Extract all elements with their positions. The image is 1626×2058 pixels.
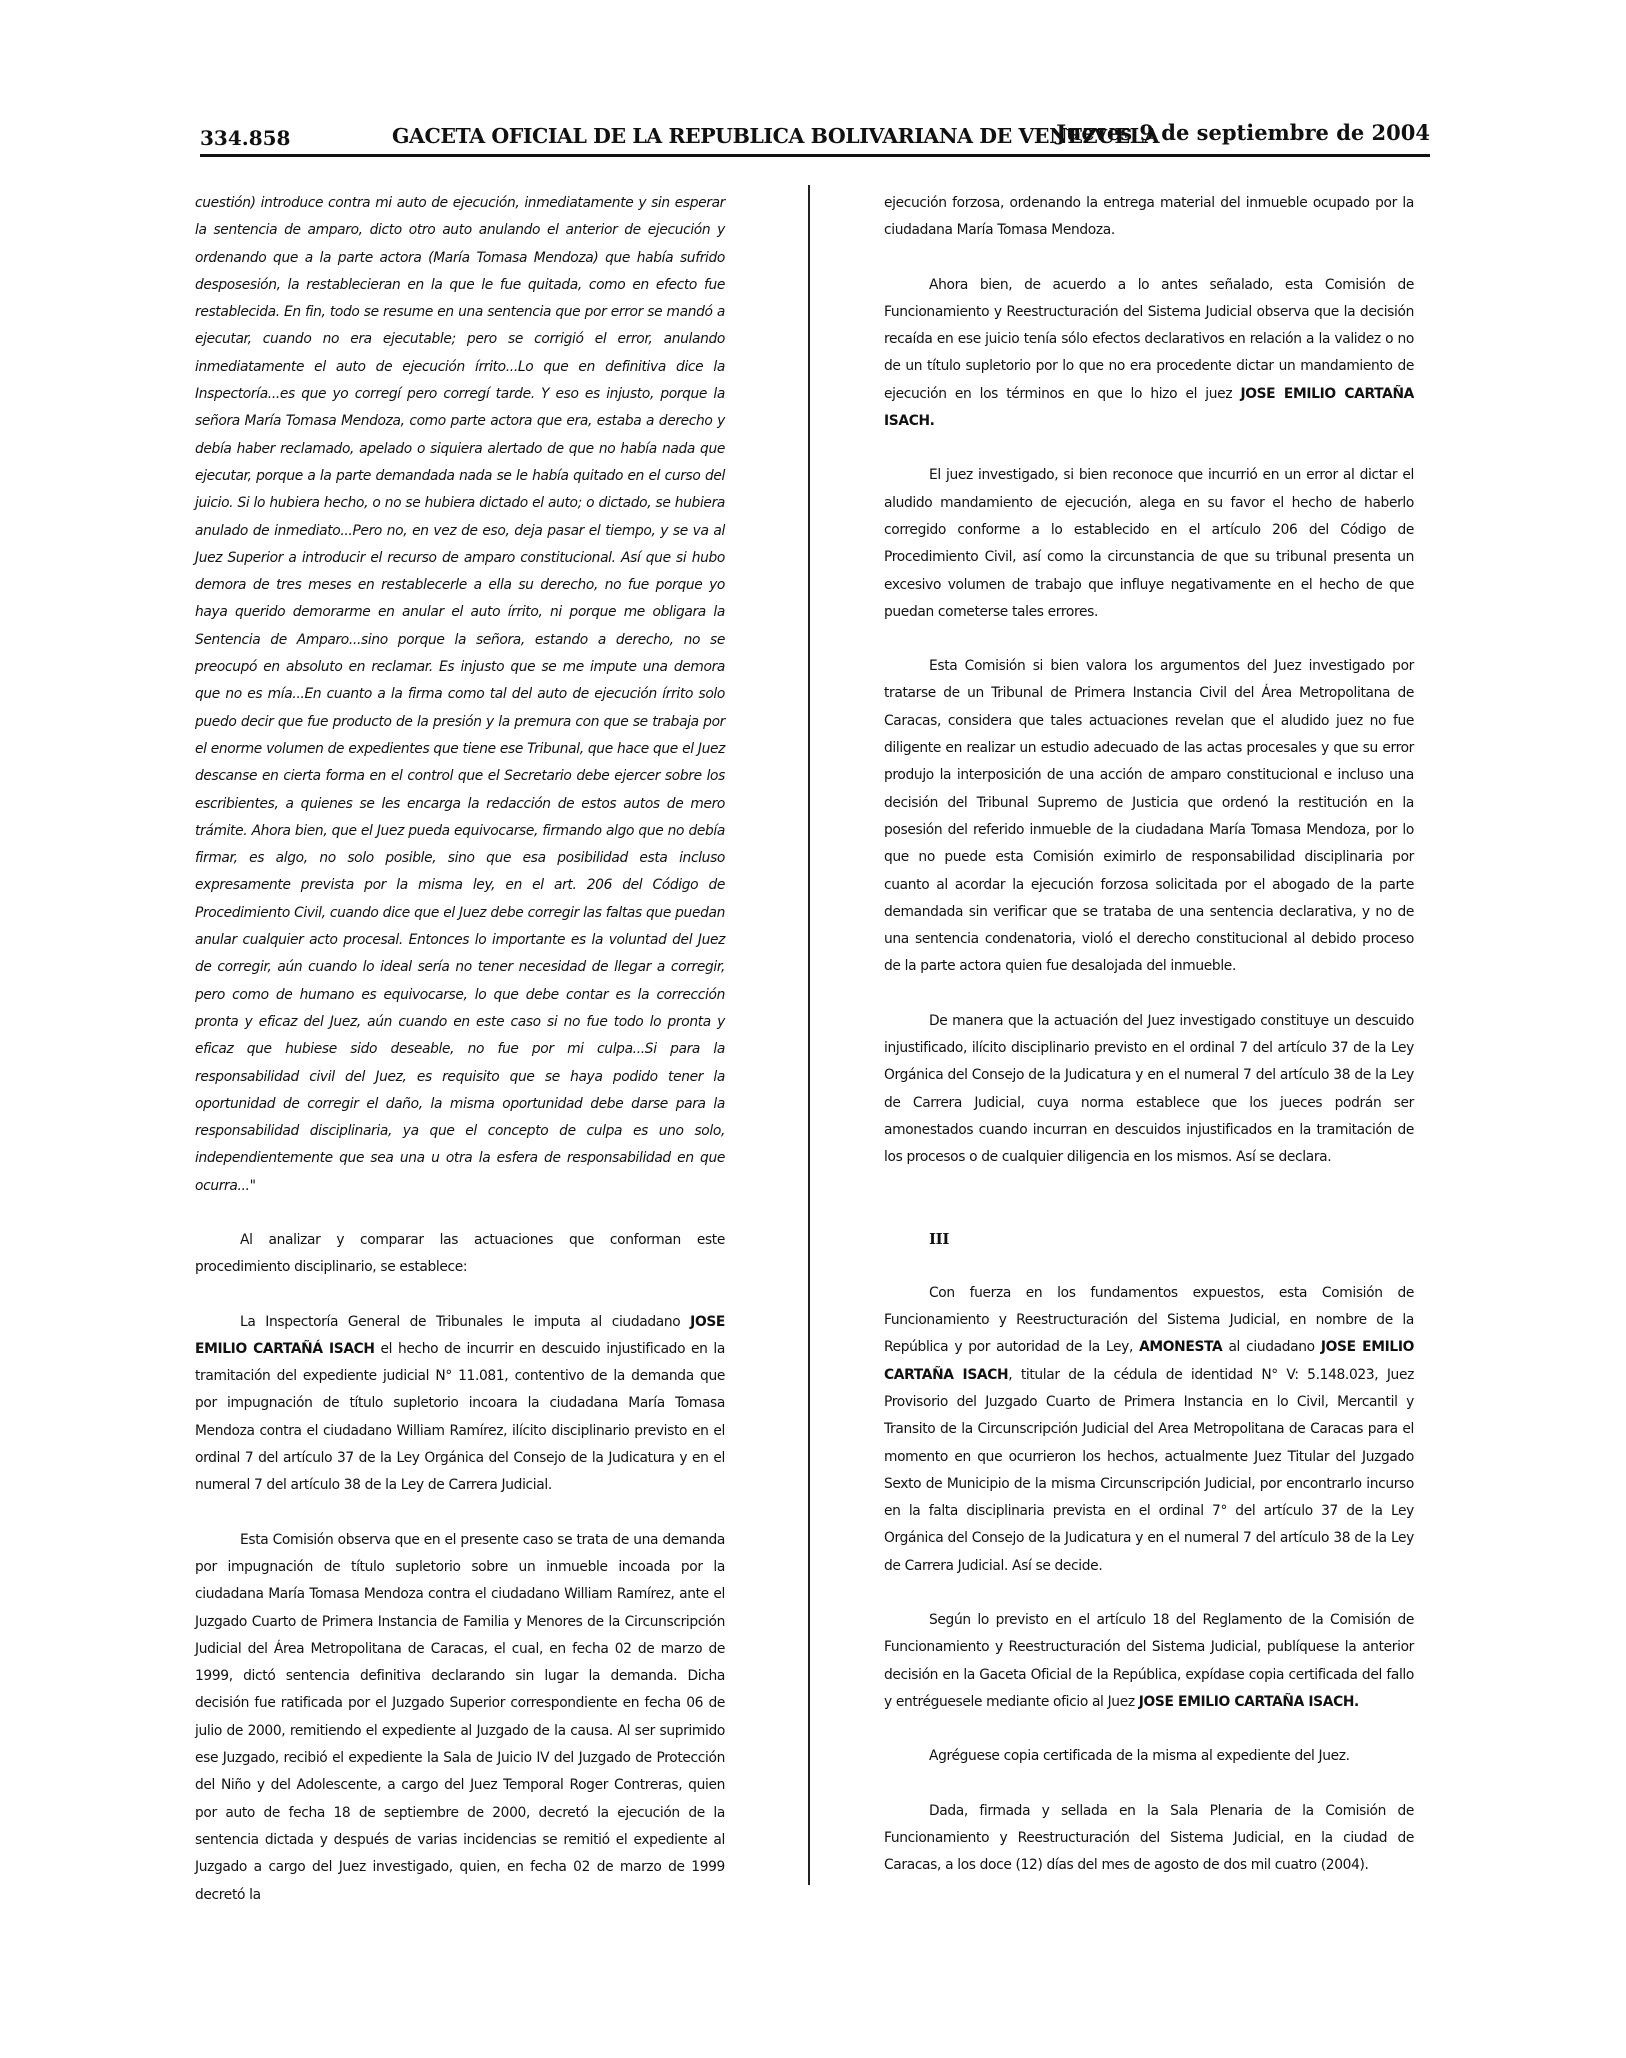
page-number: 334.858 xyxy=(200,126,291,150)
ruling-text-a: Con fuerza en los fundamentos expuestos, esta Comisión de Funcionamiento y Reestructuración del Sistema Judicial, en nombre de la República y por autoridad de la Ley, xyxy=(884,1284,1414,1356)
paragraph-analysis: Al analizar y comparar las actuaciones que conforman este procedimiento disciplinario, se establece: xyxy=(195,1231,725,1276)
publication-title: GACETA OFICIAL DE LA REPUBLICA BOLIVARIANA DE VENEZUELA xyxy=(392,124,1160,148)
paragraph-copy: Agréguese copia certificada de la misma al expediente del Juez. xyxy=(929,1748,1350,1765)
imputation-text-b: el hecho de incurrir en descuido injustificado en la tramitación del expediente judicial N° 11.081, contentivo de la demanda que por impugnación de título supletorio incoara la ciudadana María Tomasa Mendoza contra el ciudadano William Ramírez, ilícito disciplinario previsto en el ordinal 7 del artículo 37 de la Ley Orgánica del Consejo de la Judicatura y en el numeral 7 del artículo 38 de la Ley de Carrera Judicial. xyxy=(195,1340,725,1494)
paragraph-defense: El juez investigado, si bien reconoce que incurrió en un error al dictar el aludido mandamiento de ejecución, alega en su favor el hecho de haberlo corregido conforme a lo establecido en el artículo 206 del Código de Procedimiento Civil, así como la circunstancia de que su tribunal presenta un excesivo volumen de trabajo que influye negativamente en el hecho de que puedan cometerse tales errores. xyxy=(884,467,1414,620)
paragraph-publication xyxy=(884,1607,1414,1716)
judge-name: JOSE EMILIO CARTAÑA ISACH. xyxy=(1138,1693,1359,1710)
judge-name: JOSE EMILIO CARTAÑA ISACH. xyxy=(884,385,1414,430)
paragraph-case-history: Esta Comisión observa que en el presente caso se trata de una demanda por impugnación de título supletorio sobre un inmueble incoada por la ciudadana María Tomasa Mendoza contra el ciudadano William Ramírez, ante el Juzgado Cuarto de Primera Instancia de Familia y Menores de la Circunscripción Judicial del Área Metropolitana de Caracas, el cual, en fecha 02 de marzo de 1999, dictó sentencia definitiva declarando sin lugar la demanda. Dicha decisión fue ratificada por el Juzgado Superior correspondiente en fecha 06 de julio de 2000, remitiendo el expediente al Juzgado de la causa. Al ser suprimido ese Juzgado, recibió el expediente la Sala de Juicio IV del Juzgado de Protección del Niño y del Adolescente, a cargo del Juez Temporal Roger Contreras, quien por auto de fecha 18 de septiembre de 2000, decretó la ejecución de la sentencia dictada y después de varias incidencias se remitió el expediente al Juzgado a cargo del Juez investigado, quien, en fecha 02 de marzo de 1999 decretó la xyxy=(195,1531,725,1903)
right-column xyxy=(884,190,1414,1879)
judge-name: JOSE EMILIO CARTAÑA ISACH xyxy=(884,1339,1414,1383)
publication-order-text: Según lo previsto en el artículo 18 del Reglamento de la Comisión de Funcionamiento y Reestructuración del Sistema Judicial, publíquese la anterior decisión en la Gaceta Oficial de la República, expídase copia certificada del fallo y entréguesele mediante oficio al Juez xyxy=(884,1612,1414,1710)
ruling-text-c: , titular de la cédula de identidad N° V: 5.148.023, Juez Provisorio del Juzgado Cuarto de Primera Instancia en lo Civil, Mercantil y Transito de la Circunscripción Judicial del Area Metropolitana de Caracas para el momento en que ocurrieron los hechos, actualmente Juez Titular del Juzgado Sexto de Municipio de la misma Circunscripción Judicial, por encontrarlo incurso en la falta disciplinaria prevista en el ordinal 7° del artículo 37 de la Ley Orgánica del Consejo de la Judicatura y en el numeral 7 del artículo 38 de la Ley de Carrera Judicial. Así se decide. xyxy=(884,1366,1414,1574)
paragraph-observation xyxy=(884,272,1414,436)
publication-date: Jueves 9 de septiembre de 2004 xyxy=(1056,120,1430,145)
ruling-text-b: al ciudadano xyxy=(1222,1339,1321,1356)
judge-name: JOSE EMILIO CARTAÑÁ ISACH xyxy=(195,1313,725,1357)
paragraph-assessment: Esta Comisión si bien valora los argumentos del Juez investigado por tratarse de un Tribunal de Primera Instancia Civil del Área Metropolitana de Caracas, considera que tales actuaciones revelan que el aludido juez no fue diligente en realizar un estudio adecuado de las actas procesales y que su error produjo la interposición de una acción de amparo constitucional e incluso una decisión del Tribunal Supremo de Justicia que ordenó la restitución en la posesión del referido inmueble de la ciudadana María Tomasa Mendoza, por lo que no puede esta Comisión eximirlo de responsabilidad disciplinaria por cuanto al acordar la ejecución forzosa solicitada por el abogado de la parte demandada sin verificar que se trataba de una sentencia declarativa, y no de una sentencia condenatoria, violó el derecho constitucional al debido proceso de la parte actora quien fue desalojada del inmueble. xyxy=(884,658,1414,975)
paragraph-continuation: ejecución forzosa, ordenando la entrega material del inmueble ocupado por la ciudadana María Tomasa Mendoza. xyxy=(884,195,1414,239)
paragraph-signature: Dada, firmada y sellada en la Sala Plenaria de la Comisión de Funcionamiento y Reestructuración del Sistema Judicial, en la ciudad de Caracas, a los doce (12) días del mes de agosto de dos mil cuatro (2004). xyxy=(884,1802,1414,1874)
paragraph-imputation xyxy=(195,1309,725,1500)
ruling-verdict: AMONESTA xyxy=(1139,1339,1223,1356)
quoted-testimony: cuestión) introduce contra mi auto de ejecución, inmediatamente y sin esperar la sentencia de amparo, dicto otro auto anulando el anterior de ejecución y ordenando que a la parte actora (María Tomasa Mendoza) que había sufrido desposesión, la restablecieran en la que le fue quitada, como en efecto fue restablecida. En fin, todo se resume en una sentencia que por error se mandó a ejecutar, cuando no era ejecutable; pero se corrigió el error, anulando inmediatamente el auto de ejecución írrito...Lo que en definitiva dice la Inspectoría...es que yo corregí pero corregí tarde. Y eso es injusto, porque la señora María Tomasa Mendoza, como parte actora que era, estaba a derecho y debía haber reclamado, apelado o siquiera alertado de que no había nada que ejecutar, porque a la parte demandada nada se le había quitado en el curso del juicio. Si lo hubiera hecho, o no se hubiera dictado el auto; o dictado, se hubiera anulado de inmediato...Pero no, en vez de eso, deja pasar el tiempo, y se va al Juez Superior a introducir el recurso de amparo constitucional. Así que si hubo demora de tres meses en restablecerle a ella su derecho, no fue porque yo haya querido demorarme en anular el auto írrito, ni porque me obligara la Sentencia de Amparo...sino porque la señora, estando a derecho, no se preocupó en absoluto en reclamar. Es injusto que se me impute una demora que no es mía...En cuanto a la firma como tal del auto de ejecución írrito solo puedo decir que fue producto de la presión y la premura con que se trabaja por el enorme volumen de expedientes que tiene ese Tribunal, que hace que el Juez descanse en cierta forma en el control que el Secretario debe ejercer sobre los escribientes, a quienes se les encarga la redacción de estos autos de mero trámite. Ahora bien, que el Juez pueda equivocarse, firmando algo que no debía firmar, es algo, no solo posible, sino que esa posibilidad esta incluso expresamente prevista por la misma ley, en el art. 206 del Código de Procedimiento Civil, cuando dice que el Juez debe corregir las faltas que puedan anular cualquier acto procesal. Entonces lo importante es la voluntad del Juez de corregir, aún cuando lo ideal sería no tener necesidad de llegar a corregir, pero como de humano es equivocarse, lo que debe contar es la corrección pronta y eficaz del Juez, aún cuando en este caso si no fue todo lo pronta y eficaz que hubiese sido deseable, no fue por mi culpa...Si para la responsabilidad civil del Juez, es requisito que se haya podido tener la oportunidad de corregir el daño, la misma oportunidad debe darse para la responsabilidad disciplinaria, ya que el concepto de culpa es uno solo, independientemente que sea una u otra la esfera de responsabilidad en que ocurra..." xyxy=(195,195,725,1194)
left-column xyxy=(195,190,725,1909)
column-divider xyxy=(808,185,810,1885)
header-rule xyxy=(200,154,1430,157)
observation-text: Ahora bien, de acuerdo a lo antes señalado, esta Comisión de Funcionamiento y Reestructuración del Sistema Judicial observa que la decisión recaída en ese juicio tenía sólo efectos declarativos en relación a la validez o no de un título supletorio por lo que no era procedente dictar un mandamiento de ejecución en los términos en que lo hizo el juez xyxy=(884,276,1414,402)
paragraph-conclusion: De manera que la actuación del Juez investigado constituye un descuido injustificado, ilícito disciplinario previsto en el ordinal 7 del artículo 37 de la Ley Orgánica del Consejo de la Judicatura y en el numeral 7 del artículo 38 de la Ley de Carrera Judicial, cuya norma establece que los jueces podrán ser amonestados cuando incurran en descuidos injustificados en la tramitación de los procesos o de cualquier diligencia en los mismos. Así se declara. xyxy=(884,1012,1414,1166)
paragraph-ruling xyxy=(884,1280,1414,1580)
section-number: III xyxy=(929,1229,949,1248)
imputation-text-a: La Inspectoría General de Tribunales le imputa al ciudadano xyxy=(240,1313,691,1330)
